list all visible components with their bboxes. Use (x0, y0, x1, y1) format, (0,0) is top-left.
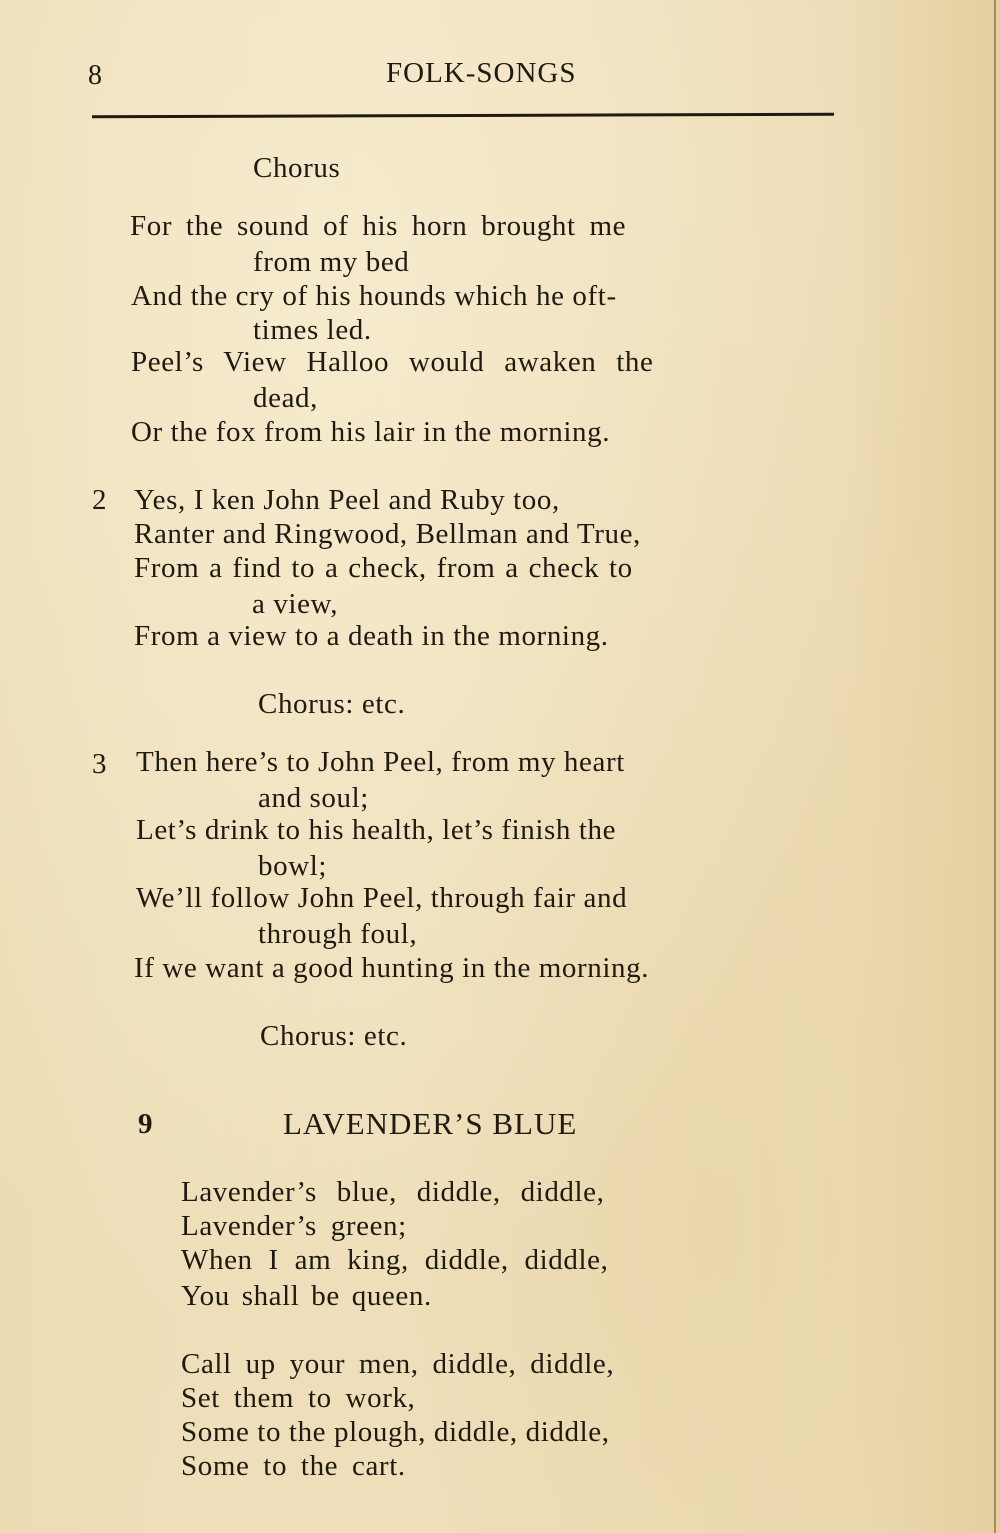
verse-line: From a view to a death in the morning. (134, 620, 609, 652)
verse-line: a view, (252, 588, 339, 620)
verse-line: We’ll follow John Peel, through fair and (136, 882, 628, 914)
verse-line: From a find to a check, from a check to (134, 552, 633, 584)
song-number: 9 (138, 1108, 153, 1140)
verse-line: through foul, (258, 918, 418, 950)
chorus-line: times led. (253, 314, 372, 346)
chorus-line: For the sound of his horn brought me (130, 210, 627, 242)
page-number: 8 (88, 60, 102, 91)
stanza-line: Set them to work, (181, 1382, 416, 1414)
verse-line: Then here’s to John Peel, from my heart (136, 746, 625, 778)
verse-line: Ranter and Ringwood, Bellman and True, (134, 518, 641, 550)
verse-number: 3 (92, 748, 107, 780)
verse-line: bowl; (258, 850, 328, 882)
verse-line: If we want a good hunting in the morning. (134, 952, 650, 984)
verse-line: Let’s drink to his health, let’s finish the (136, 814, 617, 846)
verse-line: Yes, I ken John Peel and Ruby too, (134, 484, 560, 516)
verse-number: 2 (92, 484, 107, 516)
chorus-ref: Chorus: etc. (260, 1020, 408, 1052)
chorus-line: from my bed (253, 246, 410, 278)
header-rule (92, 113, 834, 119)
chorus-ref: Chorus: etc. (258, 688, 406, 720)
stanza-line: You shall be queen. (181, 1280, 432, 1312)
song-title: LAVENDER’S BLUE (283, 1106, 578, 1141)
verse-line: and soul; (258, 782, 369, 814)
stanza-line: Lavender’s green; (181, 1210, 407, 1242)
chorus-line: dead, (253, 382, 318, 414)
chorus-line: And the cry of his hounds which he oft- (131, 280, 617, 312)
chorus-line: Or the fox from his lair in the morning. (131, 416, 611, 448)
stanza-line: When I am king, diddle, diddle, (181, 1244, 609, 1276)
chorus-line: Peel’s View Halloo would awaken the (131, 346, 654, 378)
stanza-line: Lavender’s blue, diddle, diddle, (181, 1176, 605, 1208)
stanza-line: Some to the plough, diddle, diddle, (181, 1416, 610, 1448)
chorus-heading: Chorus (253, 152, 341, 184)
stanza-line: Some to the cart. (181, 1450, 406, 1482)
running-title: FOLK-SONGS (386, 57, 577, 89)
page-edge (994, 0, 996, 1533)
stanza-line: Call up your men, diddle, diddle, (181, 1348, 615, 1380)
